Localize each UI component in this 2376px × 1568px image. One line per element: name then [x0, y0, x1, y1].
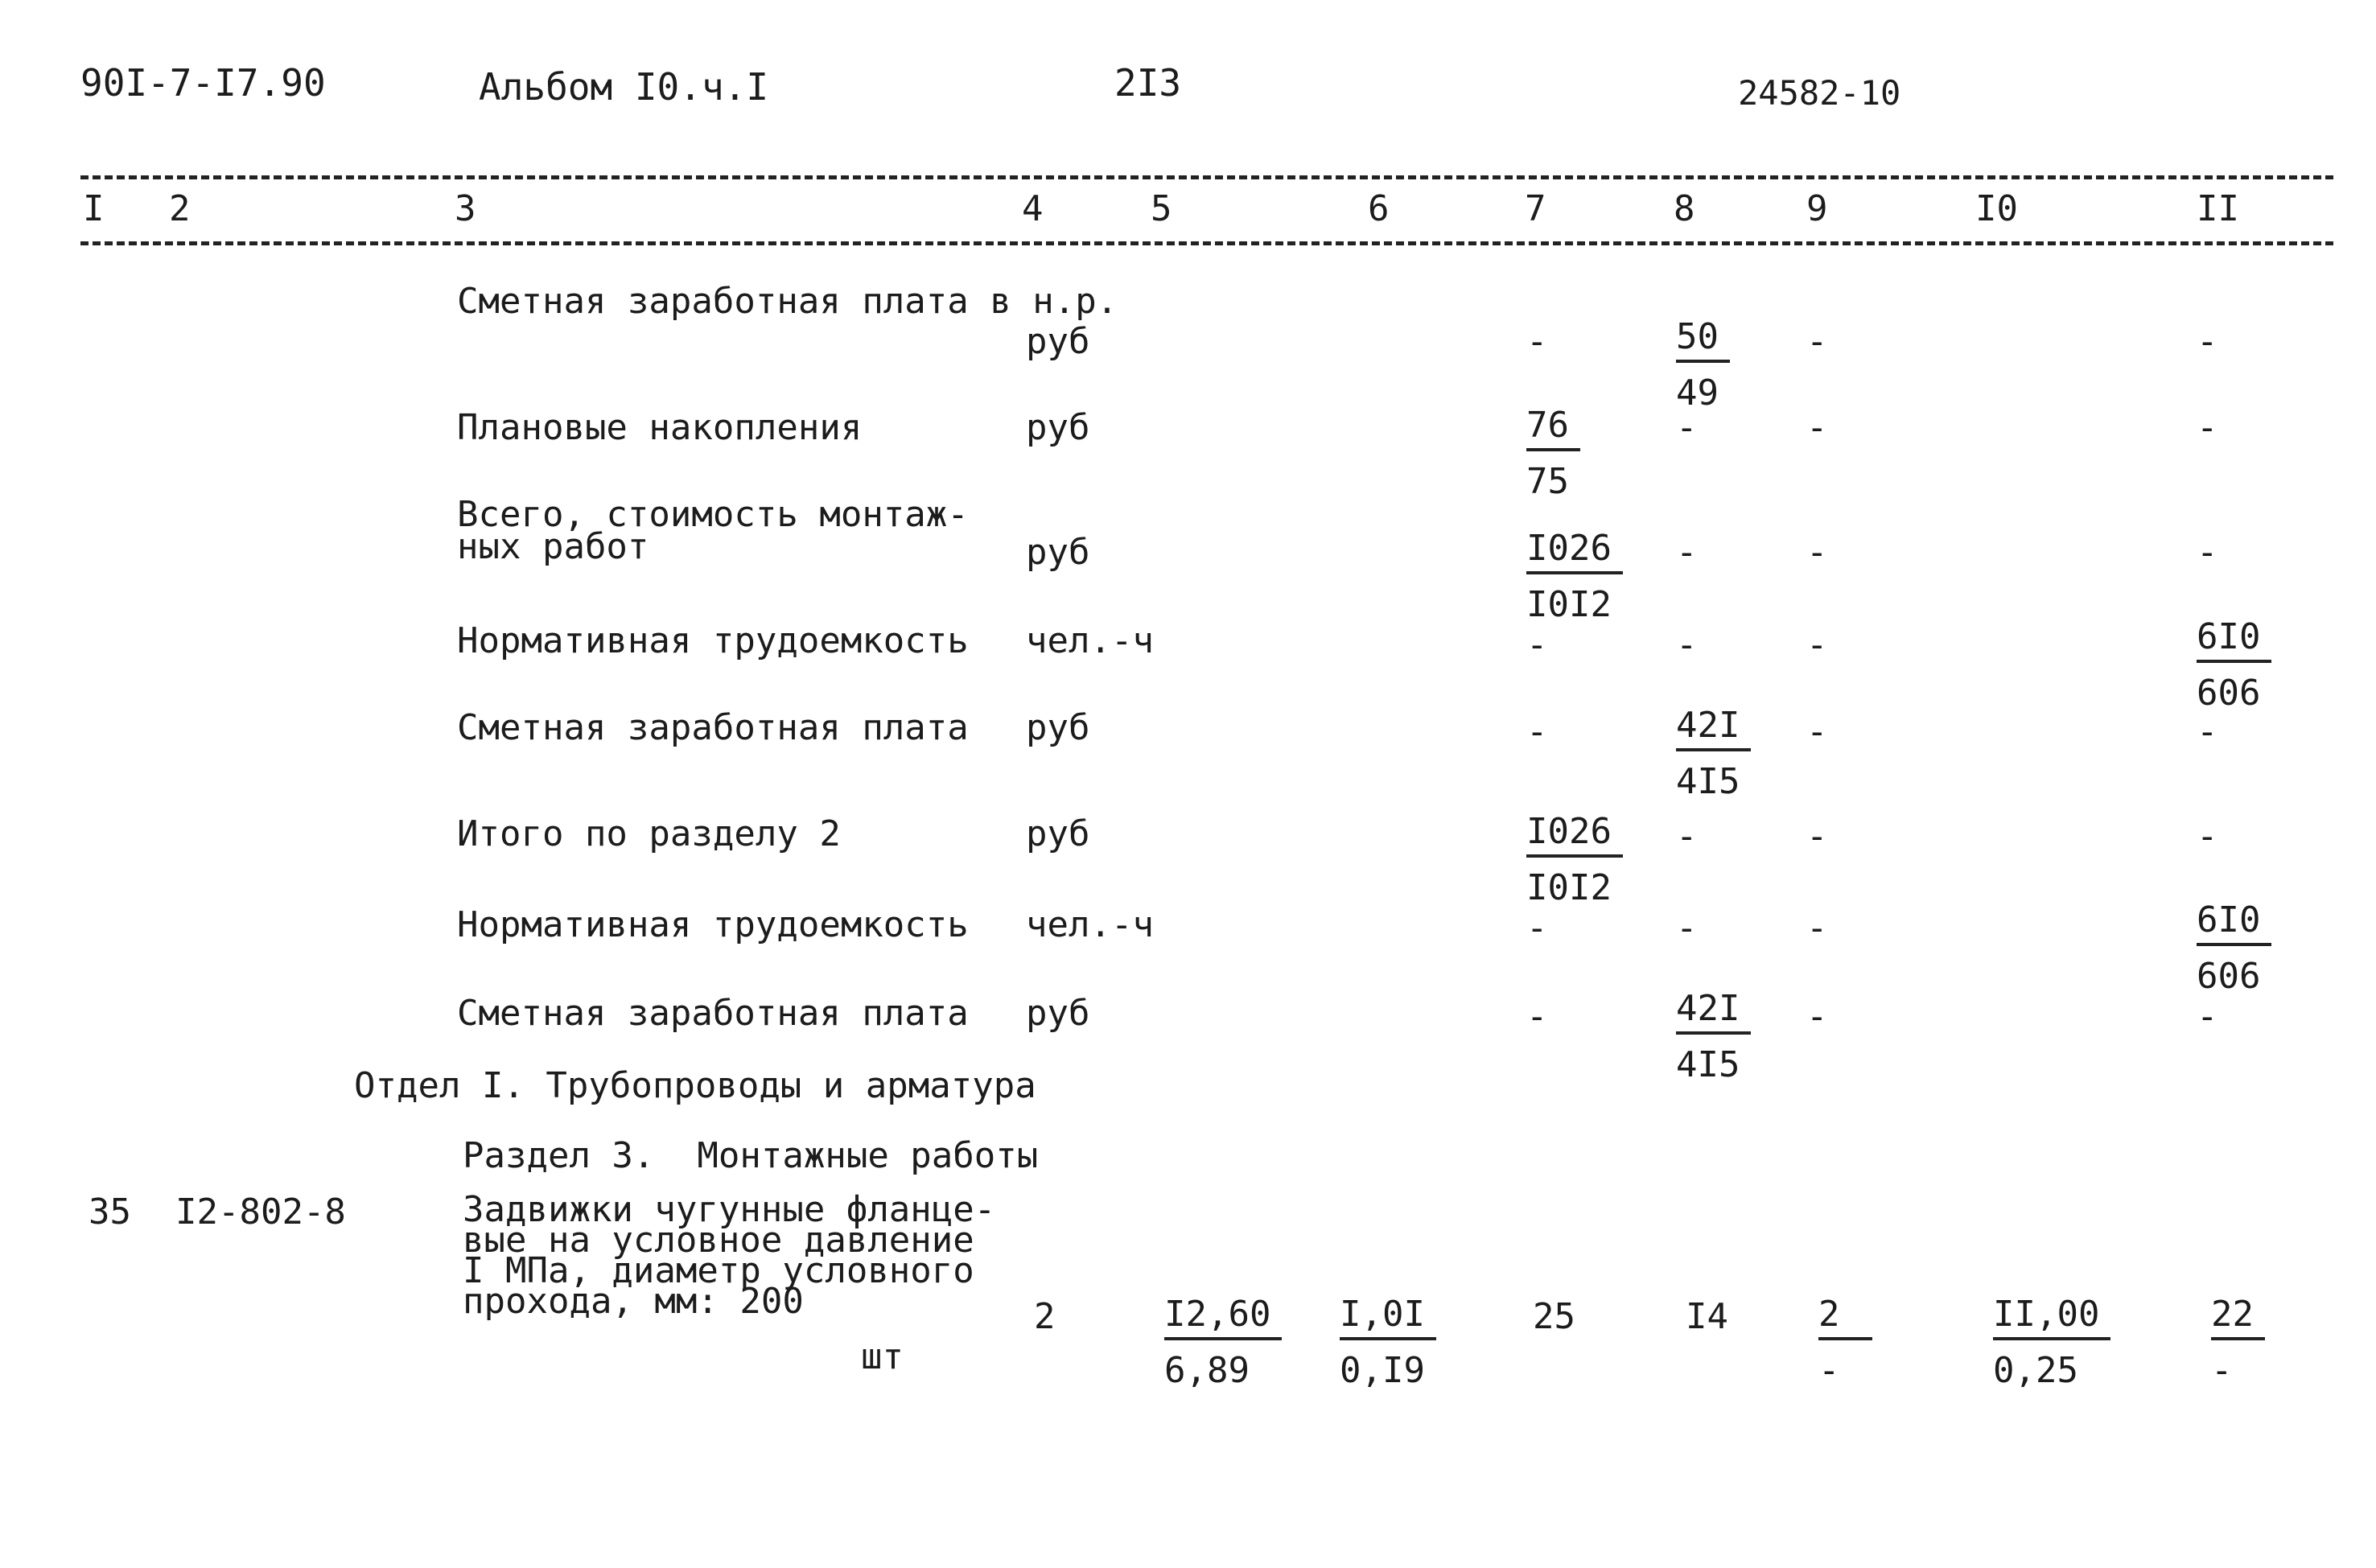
item-c11-fraction [2211, 1294, 2265, 1391]
item-c6-fraction [1340, 1294, 1436, 1391]
cell-c9: - [1806, 532, 1828, 573]
col-header-5: 5 [1151, 188, 1172, 229]
col-header-10: I0 [1975, 188, 2018, 229]
row-unit: руб [1026, 532, 1090, 573]
item-quantity: 2 [1034, 1296, 1056, 1337]
fraction-numerator: I2,60 [1164, 1297, 1282, 1340]
fraction-denominator: I0I2 [1526, 867, 1612, 908]
cell-c7-fraction [1526, 405, 1580, 502]
row-unit: руб [1026, 707, 1090, 748]
row-name: Нормативная трудоемкость [457, 904, 969, 945]
cell-c9: - [1806, 711, 1828, 752]
item-c10-fraction [1993, 1294, 2110, 1391]
header-bottom-rule [80, 241, 2333, 245]
fraction-numerator: 42I [1676, 708, 1751, 751]
item-description-line: Задвижки чугунные фланце- [463, 1189, 996, 1230]
col-header-11: II [2197, 188, 2239, 229]
fraction-numerator: 50 [1676, 319, 1730, 363]
item-c9-fraction [1818, 1294, 1872, 1391]
cell-c9: - [1806, 407, 1828, 448]
fraction-numerator: I,0I [1340, 1297, 1436, 1340]
cell-c8-fraction [1676, 988, 1751, 1085]
row-name-line: ных работ [457, 526, 649, 567]
cell-c11: - [2197, 321, 2218, 362]
item-unit: шт [861, 1336, 904, 1377]
cell-c7-fraction [1526, 811, 1623, 908]
fraction-denominator: 4I5 [1676, 1044, 1740, 1085]
cell-c8: - [1676, 816, 1698, 857]
row-name-line: Всего, стоимость монтаж- [457, 494, 969, 535]
fraction-denominator: 4I5 [1676, 761, 1740, 802]
item-description-line: I МПа, диаметр условного [463, 1250, 974, 1291]
fraction-numerator: I026 [1526, 814, 1623, 858]
fraction-numerator: 2 [1818, 1297, 1872, 1340]
fraction-denominator: 0,25 [1993, 1350, 2078, 1391]
cell-c7: - [1526, 907, 1548, 949]
cell-c11-fraction [2197, 616, 2271, 714]
row-unit: руб [1026, 407, 1090, 448]
cell-c9: - [1806, 907, 1828, 949]
fraction-denominator: I0I2 [1526, 584, 1612, 625]
col-header-2: 2 [169, 188, 191, 229]
row-name: Итого по разделу 2 [457, 813, 841, 854]
row-name: Нормативная трудоемкость [457, 620, 969, 661]
cell-c11: - [2197, 407, 2218, 448]
col-header-7: 7 [1525, 188, 1546, 229]
item-c8: I4 [1686, 1296, 1728, 1337]
cell-c7-fraction [1526, 528, 1623, 625]
fraction-numerator: 42I [1676, 991, 1751, 1035]
album-label: Альбом I0.ч.I [479, 65, 769, 109]
cell-c9: - [1806, 321, 1828, 362]
col-header-4: 4 [1022, 188, 1044, 229]
row-name: Сметная заработная плата в н.р. [457, 281, 1118, 322]
row-name: Сметная заработная плата [457, 993, 969, 1034]
col-header-3: 3 [455, 188, 476, 229]
cell-c8: - [1676, 532, 1698, 573]
item-c5-fraction [1164, 1294, 1282, 1391]
subsection-heading: Раздел 3. Монтажные работы [463, 1135, 1039, 1176]
fraction-denominator: 6,89 [1164, 1350, 1250, 1391]
row-unit: чел.-ч [1026, 620, 1154, 661]
document-code: 90I-7-I7.90 [80, 61, 326, 105]
cell-c9: - [1806, 816, 1828, 857]
fraction-denominator: 606 [2197, 673, 2261, 714]
item-description-line: прохода, мм: 200 [463, 1281, 804, 1322]
col-header-8: 8 [1674, 188, 1695, 229]
row-unit: чел.-ч [1026, 904, 1154, 945]
row-name: Плановые накопления [457, 407, 863, 448]
page-number: 2I3 [1114, 61, 1182, 105]
row-name [457, 494, 969, 567]
section-heading: Отдел I. Трубопроводы и арматура [354, 1065, 1036, 1106]
cell-c8-fraction [1676, 316, 1730, 414]
item-description [463, 1189, 996, 1322]
item-code: I2-802-8 [175, 1191, 346, 1233]
fraction-denominator: 49 [1676, 372, 1719, 414]
cell-c7: - [1526, 996, 1548, 1037]
col-header-6: 6 [1368, 188, 1390, 229]
fraction-numerator: 6I0 [2197, 619, 2271, 663]
fraction-denominator: 606 [2197, 956, 2261, 997]
cell-c11-fraction [2197, 899, 2271, 997]
fraction-numerator: 22 [2211, 1297, 2265, 1340]
header-top-rule [80, 175, 2333, 179]
cell-c9: - [1806, 624, 1828, 665]
row-name: Сметная заработная плата [457, 707, 969, 748]
cell-c7: - [1526, 711, 1548, 752]
cell-c11: - [2197, 996, 2218, 1037]
cell-c8: - [1676, 407, 1698, 448]
cell-c11: - [2197, 532, 2218, 573]
inventory-number: 24582-10 [1738, 73, 1901, 113]
cell-c8-fraction [1676, 705, 1751, 802]
item-description-line: вые на условное давление [463, 1220, 974, 1261]
fraction-numerator: I026 [1526, 531, 1623, 574]
row-unit: руб [1026, 993, 1090, 1034]
fraction-denominator: 75 [1526, 461, 1569, 502]
col-header-1: I [83, 188, 105, 229]
cell-c9: - [1806, 996, 1828, 1037]
fraction-denominator: 0,I9 [1340, 1350, 1425, 1391]
col-header-9: 9 [1806, 188, 1828, 229]
item-number: 35 [89, 1191, 131, 1233]
row-unit: руб [1026, 813, 1090, 854]
fraction-denominator: - [2211, 1350, 2233, 1391]
cell-c7: - [1526, 321, 1548, 362]
cell-c11: - [2197, 711, 2218, 752]
fraction-numerator: 6I0 [2197, 903, 2271, 946]
cell-c8: - [1676, 624, 1698, 665]
cell-c7: - [1526, 624, 1548, 665]
fraction-denominator: - [1818, 1350, 1840, 1391]
row-unit: руб [1026, 321, 1090, 362]
fraction-numerator: 76 [1526, 408, 1580, 451]
item-c7: 25 [1533, 1296, 1575, 1337]
cell-c8: - [1676, 907, 1698, 949]
cell-c11: - [2197, 816, 2218, 857]
fraction-numerator: II,00 [1993, 1297, 2110, 1340]
